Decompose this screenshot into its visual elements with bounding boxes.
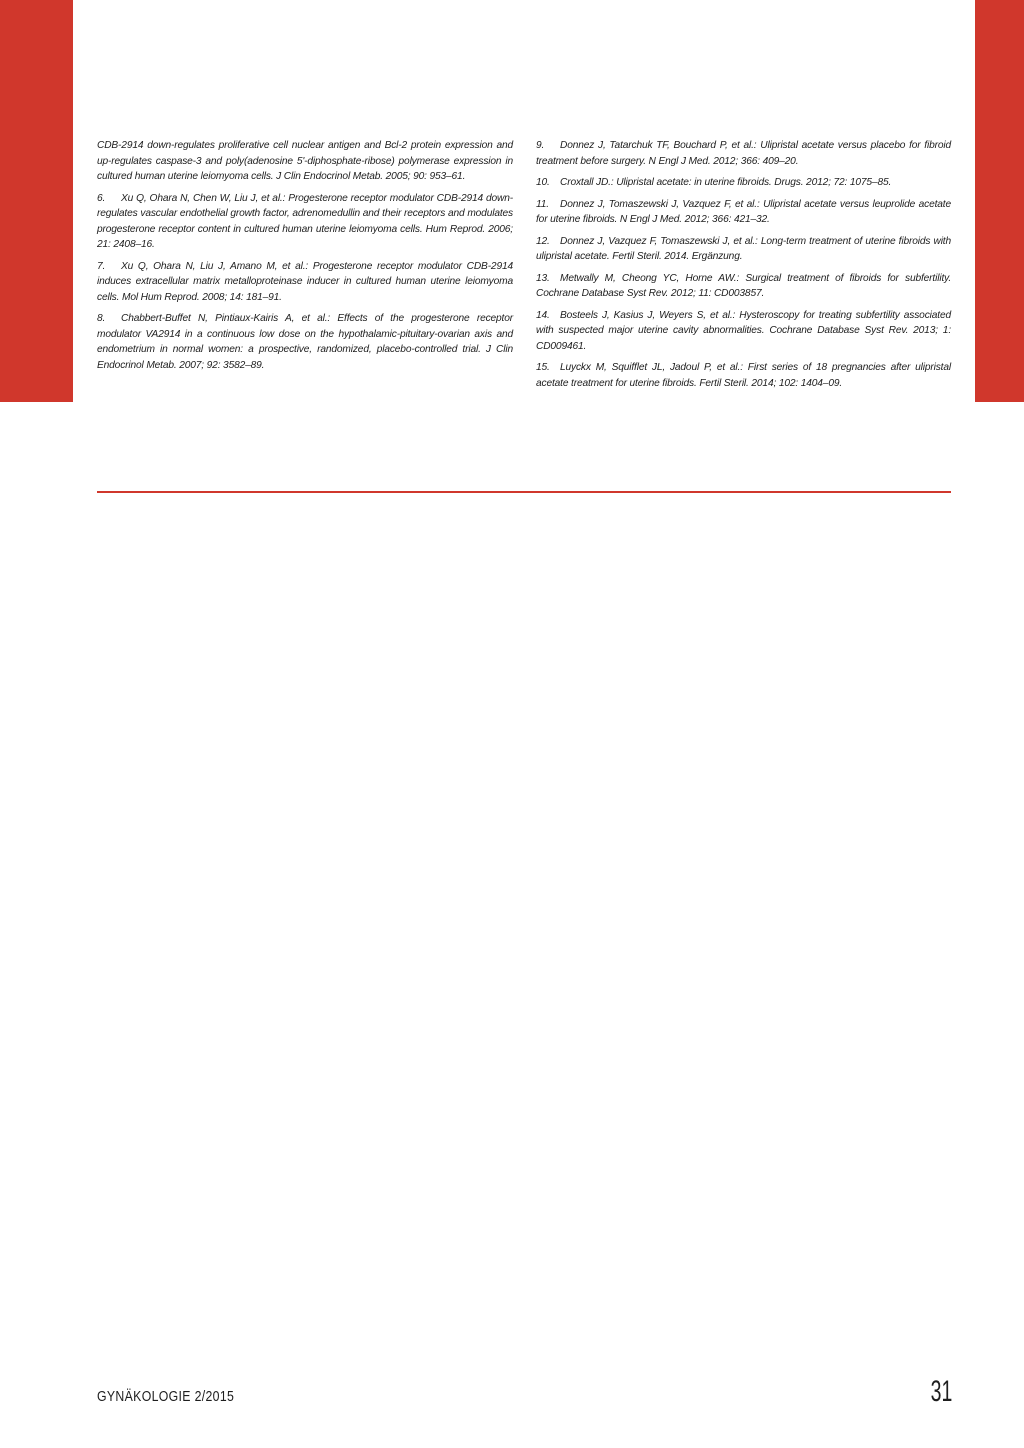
reference-item: [536, 138, 951, 169]
reference-number: 8.: [97, 313, 106, 324]
reference-number: 10.: [536, 177, 550, 188]
reference-item: [536, 271, 951, 302]
reference-text: Xu Q, Ohara N, Liu J, Amano M, et al.: Progesterone receptor modulator CDB-2914 induces extracellular matrix metalloproteinase inducer in cultured human uterine leiomyoma cells. Mol Hum Reprod. 2008; 14: 181–91.: [97, 260, 513, 303]
reference-text: Bosteels J, Kasius J, Weyers S, et al.: Hysteroscopy for treating subfertility associated with suspected major uterine cavity abnormalities. Cochrane Database Syst Rev. 2013; 1: CD009461.: [536, 309, 951, 352]
reference-item: [536, 175, 951, 191]
reference-text: Croxtall JD.: Ulipristal acetate: in uterine fibroids. Drugs. 2012; 72: 1075–85.: [560, 177, 892, 188]
reference-item: [536, 197, 951, 228]
reference-item: [97, 138, 513, 185]
reference-number: 14.: [536, 309, 550, 321]
reference-number: 11.: [536, 198, 549, 210]
reference-item: [97, 191, 513, 253]
reference-text: Metwally M, Cheong YC, Horne AW.: Surgical treatment of fibroids for subfertility. Cochrane Database Syst Rev. 2012; 11: CD003857.: [536, 272, 951, 299]
reference-item: [536, 308, 951, 355]
reference-item: [97, 311, 513, 373]
reference-item: [536, 360, 951, 391]
references-column-left: [97, 138, 513, 379]
references-column-right: [536, 138, 951, 397]
reference-text: Donnez J, Tomaszewski J, Vazquez F, et al.: Ulipristal acetate versus leuprolide acetate for uterine fibroids. N Engl J Med. 2012; 366: 421–32.: [536, 198, 951, 225]
reference-number: 7.: [97, 260, 106, 272]
reference-number: 6.: [97, 192, 106, 204]
reference-number: 13.: [536, 272, 550, 284]
journal-issue: GYNÄKOLOGIE 2/2015: [97, 1388, 235, 1405]
reference-text: CDB-2914 down-regulates proliferative cell nuclear antigen and Bcl-2 protein expression and up-regulates caspase-3 and poly(adenosine 5'-diphosphate-ribose) polymerase expression in cultured human uterine leiomyoma cells. J Clin Endocrinol Metab. 2005; 90: 953–61.: [97, 140, 513, 182]
right-accent-bar: [975, 0, 1024, 402]
reference-text: Donnez J, Vazquez F, Tomaszewski J, et al.: Long-term treatment of uterine fibroids with ulipristal acetate. Fertil Steril. 2014. Ergänzung.: [536, 235, 951, 262]
reference-number: 12.: [536, 235, 550, 247]
reference-item: [536, 234, 951, 265]
reference-text: Xu Q, Ohara N, Chen W, Liu J, et al.: Progesterone receptor modulator CDB-2914 down-regulates vascular endothelial growth factor, adrenomedullin and their receptors and modulates progesterone receptor content in cultured human uterine leiomyoma cells. Hum Reprod. 2006; 21: 2408–16.: [97, 192, 513, 250]
reference-text: Luyckx M, Squifflet JL, Jadoul P, et al.: First series of 18 pregnancies after ulipristal acetate treatment for uterine fibroids. Fertil Steril. 2014; 102: 1404–09.: [536, 362, 951, 389]
reference-number: 9.: [536, 140, 545, 151]
reference-number: 15.: [536, 362, 550, 373]
reference-item: [97, 259, 513, 306]
reference-text: Donnez J, Tatarchuk TF, Bouchard P, et al.: Ulipristal acetate versus placebo for fibroid treatment before surgery. N Engl J Med. 2012; 366: 409–20.: [536, 140, 951, 167]
section-divider: [97, 491, 951, 493]
page-number: 31: [930, 1375, 952, 1408]
reference-text: Chabbert-Buffet N, Pintiaux-Kairis A, et al.: Effects of the progesterone receptor modulator VA2914 in a continuous low dose on the hypothalamic-pituitary-ovarian axis and endometrium in normal women: a prospective, randomized, placebo-controlled trial. J Clin Endocrinol Metab. 2007; 92: 3582–89.: [97, 313, 513, 371]
left-accent-bar: [0, 0, 73, 402]
